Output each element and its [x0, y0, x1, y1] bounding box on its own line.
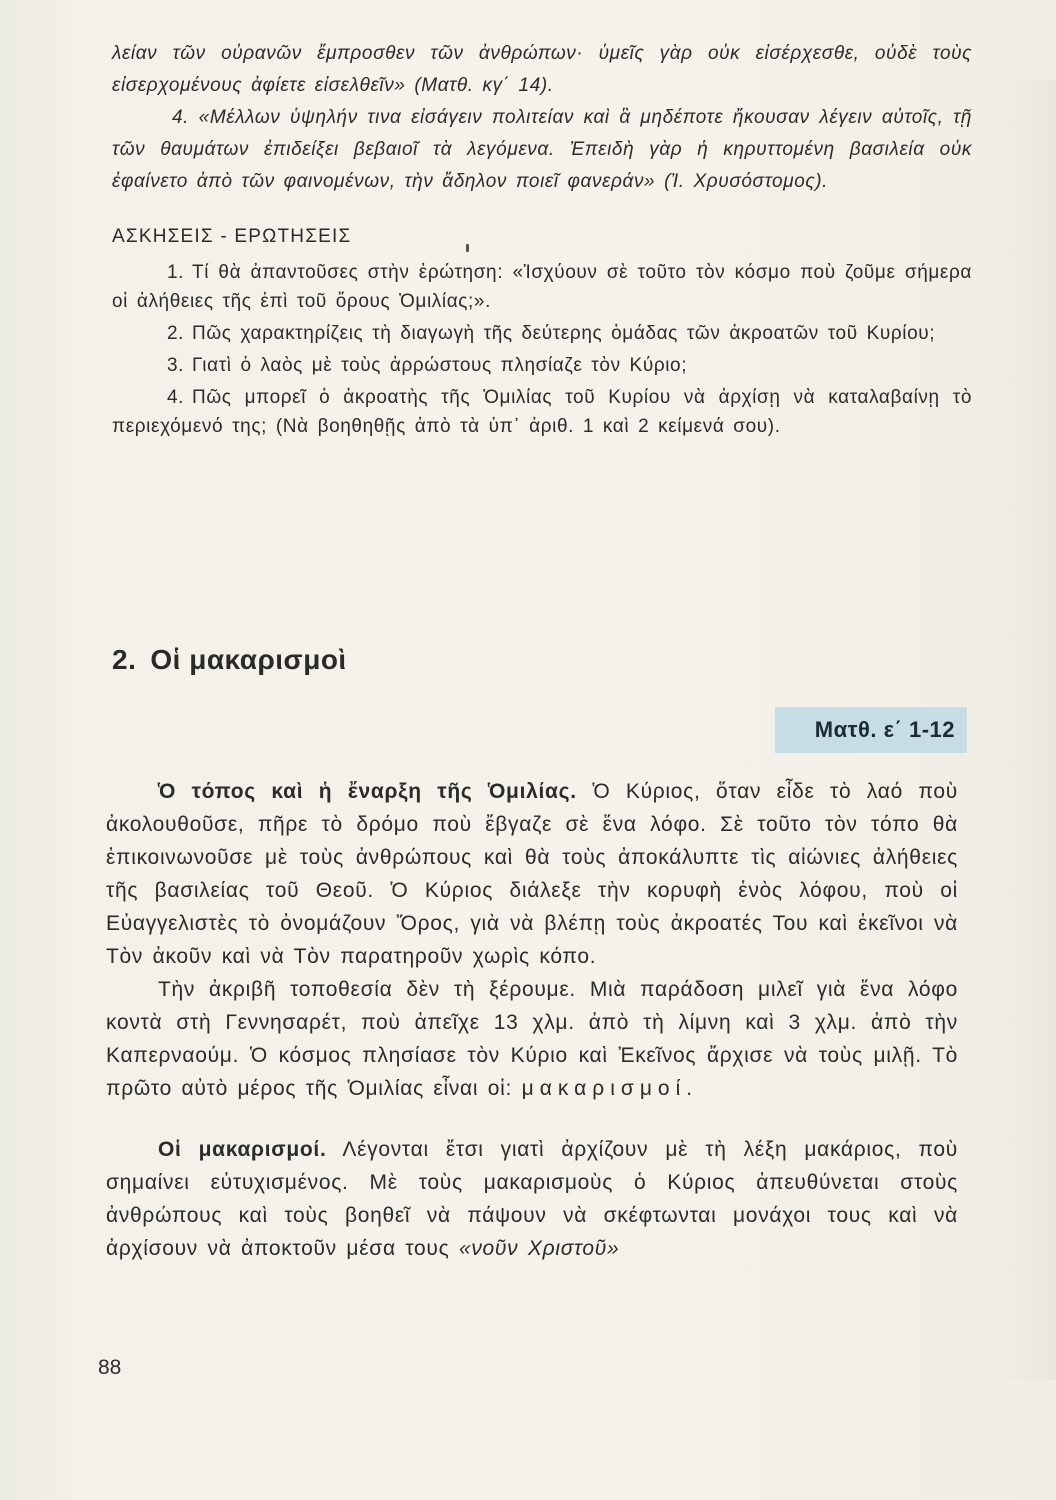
paragraph-text: Τὴν ἀκριβῆ τοποθεσία δὲν τὴ ξέρουμε. Μιὰ παράδοση μιλεῖ γιὰ ἕνα λόφο κοντὰ στὴ Γεννησαρέτ, ποὺ ἀπεῖχε 13 χλμ. ἀπὸ τὴ λίμνη καὶ 3 χλμ. ἀπὸ τὴν Καπερναούμ. Ὁ κόσμος πλησίασε τὸν Κύριο καὶ Ἐκεῖνος ἄρχισε νὰ τοὺς μιλῇ. Τὸ πρῶτο αὐτὸ μέρος τῆς Ὁμιλίας εἶναι οἱ: [106, 978, 958, 1100]
top-quote-section [112, 38, 972, 444]
question-text: Πῶς χαρακτηρίζεις τὴ διαγωγὴ τῆς δεύτερης ὁμάδας τῶν ἀκροατῶν τοῦ Κυρίου; [192, 323, 936, 344]
question-3 [112, 351, 972, 380]
scripture-reference: Ματθ. ε΄ 1-12 [814, 717, 955, 742]
body-text [106, 775, 958, 1265]
exercises-heading: ΑΣΚΗΣΕΙΣ - ΕΡΩΤΗΣΕΙΣ [112, 226, 352, 247]
paragraph-beatitudes [106, 1133, 958, 1265]
spaced-word: μακαρισμοί. [521, 1077, 699, 1100]
paragraph-text: Λέγονται ἔτσι γιατὶ ἀρχίζουν μὲ τὴ λέξη μακάριος, ποὺ σημαίνει εὐτυχισμένος. Μὲ τοὺς μακαρισμοὺς ὁ Κύριος ἀπευθύνεται στοὺς ἀνθρώπους καὶ τοὺς βοηθεῖ νὰ πάψουν νὰ σκέφτωνται μονάχοι τους καὶ νὰ ἀρχίσουν νὰ ἀποκτοῦν μέσα τους [106, 1138, 958, 1260]
question-2 [112, 319, 972, 348]
paragraph-lead: Οἱ μακαρισμοί. [158, 1138, 327, 1161]
italic-quote: «νοῦν Χριστοῦ» [458, 1237, 620, 1260]
quote-continuation: λείαν τῶν οὐρανῶν ἔμπροσθεν τῶν ἀνθρώπων· ὑμεῖς γὰρ οὐκ εἰσέρχεσθε, οὐδὲ τοὺς εἰσερχομένους ἀφίετε εἰσελθεῖν» (Ματθ. κγ΄ 14). [112, 43, 972, 96]
question-text: Τί θὰ ἀπαντοῦσες στὴν ἐρώτηση: «Ἰσχύουν σὲ τοῦτο τὸν κόσμο ποὺ ζοῦμε σήμερα οἱ ἀλήθειες τῆς ἐπὶ τοῦ ὄρους Ὁμιλίας;». [112, 262, 972, 312]
section-number: 2. [112, 644, 137, 675]
paragraph-text: Ὁ Κύριος, ὅταν εἶδε τὸ λαό ποὺ ἀκολουθοῦσε, πῆρε τὸ δρόμο ποὺ ἔβγαζε σὲ ἕνα λόφο. Σὲ τοῦτο τὸν τόπο θὰ ἐπικοινωνοῦσε μὲ τοὺς ἀνθρώπους καὶ θὰ τοὺς ἀποκάλυπτε τὶς αἰώνιες ἀλήθειες τῆς βασιλείας τοῦ Θεοῦ. Ὁ Κύριος διάλεξε τὴν κορυφὴ ἑνὸς λόφου, ποὺ οἱ Εὐαγγελιστὲς τὸ ὀνομάζουν Ὄρος, γιὰ νὰ βλέπῃ τοὺς ἀκροατές Του καὶ ἐκεῖνοι νὰ Τὸν ἀκοῦν καὶ νὰ Τὸν παρατηροῦν χωρὶς κόπο. [106, 780, 958, 968]
quote-chrysostom: 4. «Μέλλων ὑψηλήν τινα εἰσάγειν πολιτείαν καὶ ἃ μηδέποτε ἤκουσαν λέγειν αὐτοῖς, τῇ τῶν θαυμάτων ἐπιδείξει βεβαιοῖ τὰ λεγόμενα. Ἐπειδὴ γὰρ ἡ κηρυττομένη βασιλεία οὐκ ἐφαίνετο ἀπὸ τῶν φαινομένων, τὴν ἄδηλον ποιεῖ φανεράν» (Ἰ. Χρυσόστομος). [112, 107, 972, 192]
section-title-text: Οἱ μακαρισμοὶ [150, 644, 347, 675]
page-edge-shadow [996, 80, 1056, 1380]
question-number: 3. [167, 355, 185, 376]
section-title [112, 644, 347, 676]
paragraph-place [106, 775, 958, 973]
page-number: 88 [98, 1356, 122, 1379]
question-4 [112, 383, 972, 441]
question-number: 2. [167, 323, 185, 344]
print-speck [466, 244, 469, 252]
paragraph-location [106, 973, 958, 1105]
question-number: 4. [167, 387, 185, 408]
question-number: 1. [167, 262, 185, 283]
paragraph-lead: Ὁ τόπος καὶ ἡ ἔναρξη τῆς Ὁμιλίας. [158, 780, 577, 803]
question-1 [112, 258, 972, 316]
question-text: Γιατὶ ὁ λαὸς μὲ τοὺς ἀρρώστους πλησίαζε τὸν Κύριο; [192, 355, 688, 376]
question-text: Πῶς μπορεῖ ὁ ἀκροατὴς τῆς Ὁμιλίας τοῦ Κυρίου νὰ ἀρχίσῃ νὰ καταλαβαίνῃ τὸ περιεχόμενό της; (Νὰ βοηθηθῇς ἀπὸ τὰ ὑπ᾽ ἀριθ. 1 καὶ 2 κείμενά σου). [112, 387, 972, 437]
scripture-reference-box [775, 707, 967, 753]
